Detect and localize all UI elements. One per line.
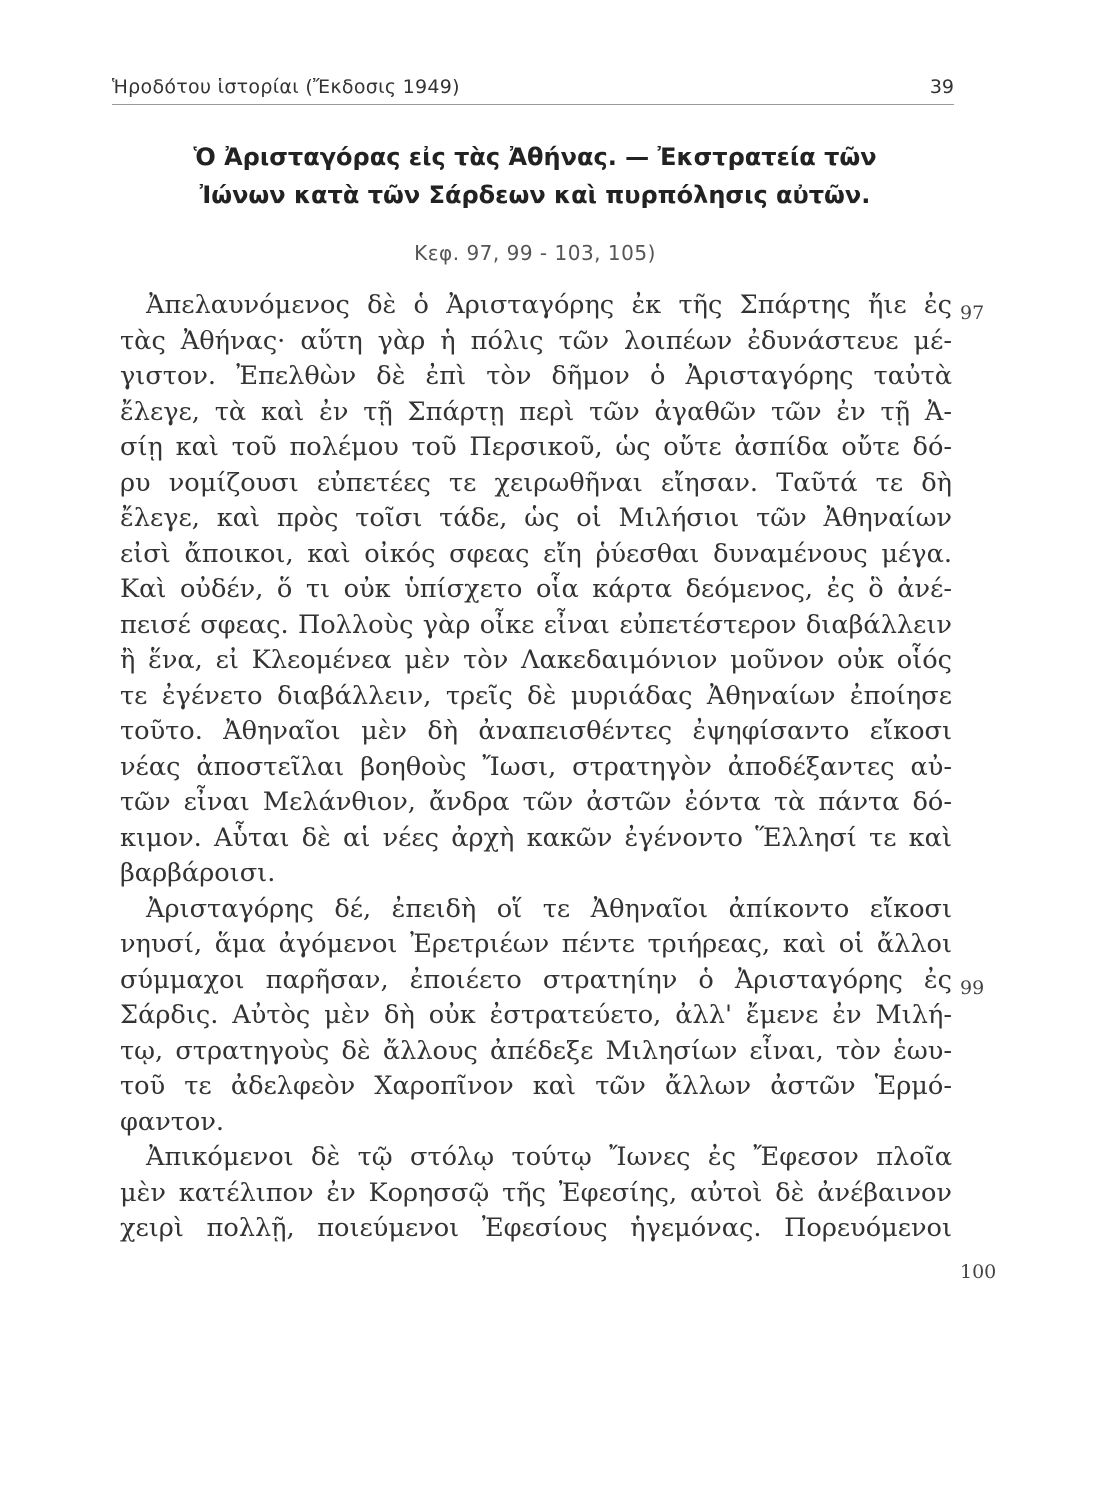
text-line: βαρβάροισι. <box>120 858 276 888</box>
text-line: ρυ νομίζουσι εὐπετέες τε χειρωθῆναι εἴησαν. Ταῦτά τε δὴ <box>120 467 952 498</box>
text-line: τοῦ τε ἀδελφεὸν Χαροπῖνον καὶ τῶν ἄλλων ἀστῶν Ἑρμό- <box>120 1071 952 1101</box>
text-line: σύμμαχοι παρῆσαν, ἐποιέετο στρατηίην ὁ Ἀρισταγόρης ἐς <box>120 964 952 995</box>
text-line: Καὶ οὐδέν, ὅ τι οὐκ ὑπίσχετο οἷα κάρτα δεόμενος, ἐς ὃ ἀνέ- <box>120 574 952 604</box>
text-line: ἔλεγε, τὰ καὶ ἐν τῇ Σπάρτῃ περὶ τῶν ἀγαθῶν τῶν ἐν τῇ Ἀ- <box>120 396 952 427</box>
text-line: φαντον. <box>120 1106 225 1137</box>
text-line: χειρὶ πολλῇ, ποιεύμενοι Ἐφεσίους ἡγεμόνας. Πορευόμενοι <box>120 1213 952 1243</box>
header-rule <box>112 104 954 105</box>
text-line: Ἀπελαυνόμενος δὲ ὁ Ἀρισταγόρης ἐκ τῆς Σπάρτης ἤιε ἐς <box>146 290 952 320</box>
text-line: Σάρδις. Αὐτὸς μὲν δὴ οὐκ ἐστρατεύετο, ἀλλ' ἔμενε ἐν Μιλή- <box>120 1000 952 1030</box>
section-title-line-2: Ἰώνων κατὰ τῶν Σάρδεων καὶ πυρπόλησις αὐτῶν. <box>199 181 871 209</box>
page-number: 39 <box>929 76 954 98</box>
section-title <box>120 138 950 214</box>
text-line: νέας ἀποστεῖλαι βοηθοὺς Ἴωσι, στρατηγὸν ἀποδέξαντες αὐ- <box>120 751 952 782</box>
margin-chapter-number: 97 <box>960 302 985 324</box>
running-head: Ἡροδότου ἱστορίαι (Ἔκδοσις 1949) <box>112 76 460 98</box>
text-line: σίῃ καὶ τοῦ πολέμου τοῦ Περσικοῦ, ὡς οὔτε ἀσπίδα οὔτε δό- <box>120 432 952 462</box>
text-line: κιμον. Αὗται δὲ αἱ νέες ἀρχὴ κακῶν ἐγένοντο Ἕλλησί τε καὶ <box>120 822 952 853</box>
section-title-line-1: Ὁ Ἀρισταγόρας εἰς τὰς Ἀθήνας. — Ἐκστρατεία τῶν <box>193 143 877 171</box>
text-line: τῶν εἶναι Μελάνθιον, ἄνδρα τῶν ἀστῶν ἐόντα τὰ πάντα δό- <box>120 787 952 817</box>
text-line: τε ἐγένετο διαβάλλειν, τρεῖς δὲ μυριάδας Ἀθηναίων ἐποίησε <box>120 680 952 711</box>
body-text <box>120 288 952 1247</box>
text-line: Ἀρισταγόρης δέ, ἐπειδὴ οἵ τε Ἀθηναῖοι ἀπίκοντο εἴκοσι <box>146 893 952 924</box>
text-line: τῳ, στρατηγοὺς δὲ ἄλλους ἀπέδεξε Μιλησίων εἶναι, τὸν ἑωυ- <box>120 1035 952 1066</box>
text-line: εἰσὶ ἄποικοι, καὶ οἰκός σφεας εἴη ῥύεσθαι δυναμένους μέγα. <box>120 538 952 569</box>
chapter-reference: Κεφ. 97, 99 - 103, 105) <box>414 241 656 265</box>
text-line: Ἀπικόμενοι δὲ τῷ στόλῳ τούτῳ Ἴωνες ἐς Ἔφεσον πλοῖα <box>146 1142 952 1172</box>
text-line: τὰς Ἀθήνας· αὕτη γὰρ ἡ πόλις τῶν λοιπέων ἐδυνάστευε μέ- <box>120 325 952 356</box>
text-line: τοῦτο. Ἀθηναῖοι μὲν δὴ ἀναπεισθέντες ἐψηφίσαντο εἴκοσι <box>120 716 952 746</box>
margin-chapter-number: 100 <box>960 1261 997 1283</box>
text-line: ἔλεγε, καὶ πρὸς τοῖσι τάδε, ὡς οἱ Μιλήσιοι τῶν Ἀθηναίων <box>120 503 952 533</box>
text-line: νηυσί, ἅμα ἀγόμενοι Ἐρετριέων πέντε τριήρεας, καὶ οἱ ἄλλοι <box>120 929 952 959</box>
text-line: μὲν κατέλιπον ἐν Κορησσῷ τῆς Ἐφεσίης, αὐτοὶ δὲ ἀνέβαινον <box>120 1177 952 1208</box>
text-line: ἢ ἕνα, εἰ Κλεομένεα μὲν τὸν Λακεδαιμόνιον μοῦνον οὐκ οἷός <box>120 645 952 675</box>
text-line: πεισέ σφεας. Πολλοὺς γὰρ οἶκε εἶναι εὐπετέστερον διαβάλλειν <box>120 609 952 640</box>
margin-chapter-number: 99 <box>960 977 985 999</box>
text-line: γιστον. Ἐπελθὼν δὲ ἐπὶ τὸν δῆμον ὁ Ἀρισταγόρης ταὐτὰ <box>120 361 952 391</box>
